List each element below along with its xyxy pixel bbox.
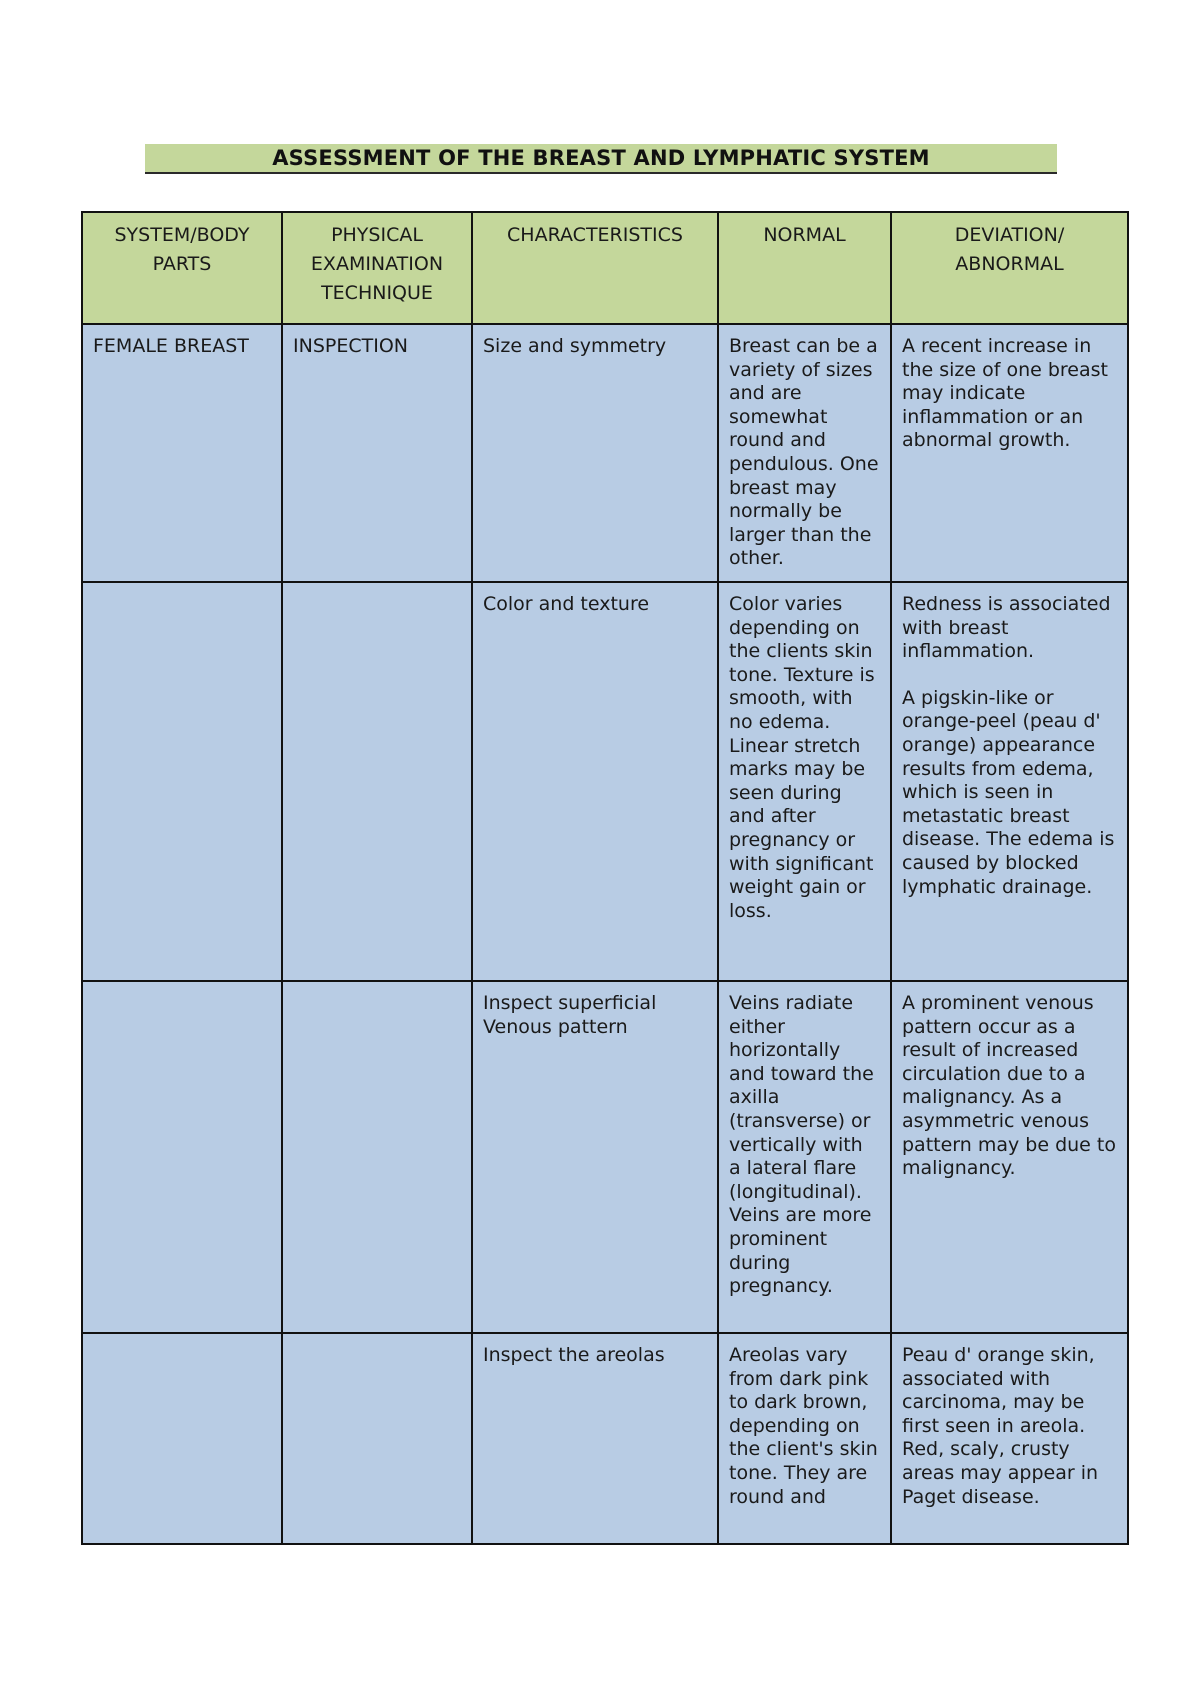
cell-normal: Breast can be a variety of sizes and are somewhat round and pendulous. One breast may normally be larger than the other. xyxy=(718,324,891,582)
cell-body-part xyxy=(82,981,282,1333)
cell-abnormal xyxy=(891,1333,1128,1544)
cell-characteristic: Inspect superficial Venous pattern xyxy=(472,981,718,1333)
cell-characteristic: Size and symmetry xyxy=(472,324,718,582)
cell-body-part: FEMALE BREAST xyxy=(82,324,282,582)
assessment-table xyxy=(81,211,1129,1545)
cell-abnormal xyxy=(891,324,1128,582)
cell-normal: Areolas vary from dark pink to dark brown, depending on the client's skin tone. They are round and xyxy=(718,1333,891,1544)
header-technique: PHYSICAL EXAMINATION TECHNIQUE xyxy=(282,212,472,324)
cell-characteristic: Color and texture xyxy=(472,582,718,981)
cell-body-part xyxy=(82,582,282,981)
document-title: ASSESSMENT OF THE BREAST AND LYMPHATIC SYSTEM xyxy=(272,146,930,170)
cell-technique xyxy=(282,981,472,1333)
cell-technique xyxy=(282,582,472,981)
table-header-row xyxy=(82,212,1128,324)
table-row xyxy=(82,582,1128,981)
cell-technique: INSPECTION xyxy=(282,324,472,582)
cell-characteristic: Inspect the areolas xyxy=(472,1333,718,1544)
abnormal-paragraph: A prominent venous pattern occur as a result of increased circulation due to a malignancy. As a asymmetric venous pattern may be due to malignancy. xyxy=(902,992,1116,1180)
abnormal-paragraph: A recent increase in the size of one breast may indicate inflammation or an abnormal growth. xyxy=(902,335,1108,452)
cell-normal: Color varies depending on the clients skin tone. Texture is smooth, with no edema. Linear stretch marks may be seen during and after pregnancy or with significant weight gain or loss. xyxy=(718,582,891,981)
cell-normal: Veins radiate either horizontally and toward the axilla (transverse) or vertically with a lateral flare (longitudinal). Veins are more prominent during pregnancy. xyxy=(718,981,891,1333)
document-title-bar xyxy=(145,144,1057,174)
abnormal-paragraph: Peau d' orange skin, associated with carcinoma, may be first seen in areola. Red, scaly, crusty areas may appear in Paget disease. xyxy=(902,1344,1099,1508)
header-characteristics: CHARACTERISTICS xyxy=(472,212,718,324)
cell-abnormal xyxy=(891,582,1128,981)
header-normal: NORMAL xyxy=(718,212,891,324)
table-row xyxy=(82,324,1128,582)
table-row xyxy=(82,1333,1128,1544)
cell-abnormal xyxy=(891,981,1128,1333)
header-deviation-abnormal: DEVIATION/ ABNORMAL xyxy=(891,212,1128,324)
cell-technique xyxy=(282,1333,472,1544)
abnormal-paragraph: A pigskin-like or orange-peel (peau d' orange) appearance results from edema, which is seen in metastatic breast disease. The edema is caused by blocked lymphatic drainage. xyxy=(902,686,1115,898)
table-row xyxy=(82,981,1128,1333)
abnormal-paragraph: Redness is associated with breast inflammation. xyxy=(902,593,1111,663)
cell-body-part xyxy=(82,1333,282,1544)
header-system-body-parts: SYSTEM/BODY PARTS xyxy=(82,212,282,324)
